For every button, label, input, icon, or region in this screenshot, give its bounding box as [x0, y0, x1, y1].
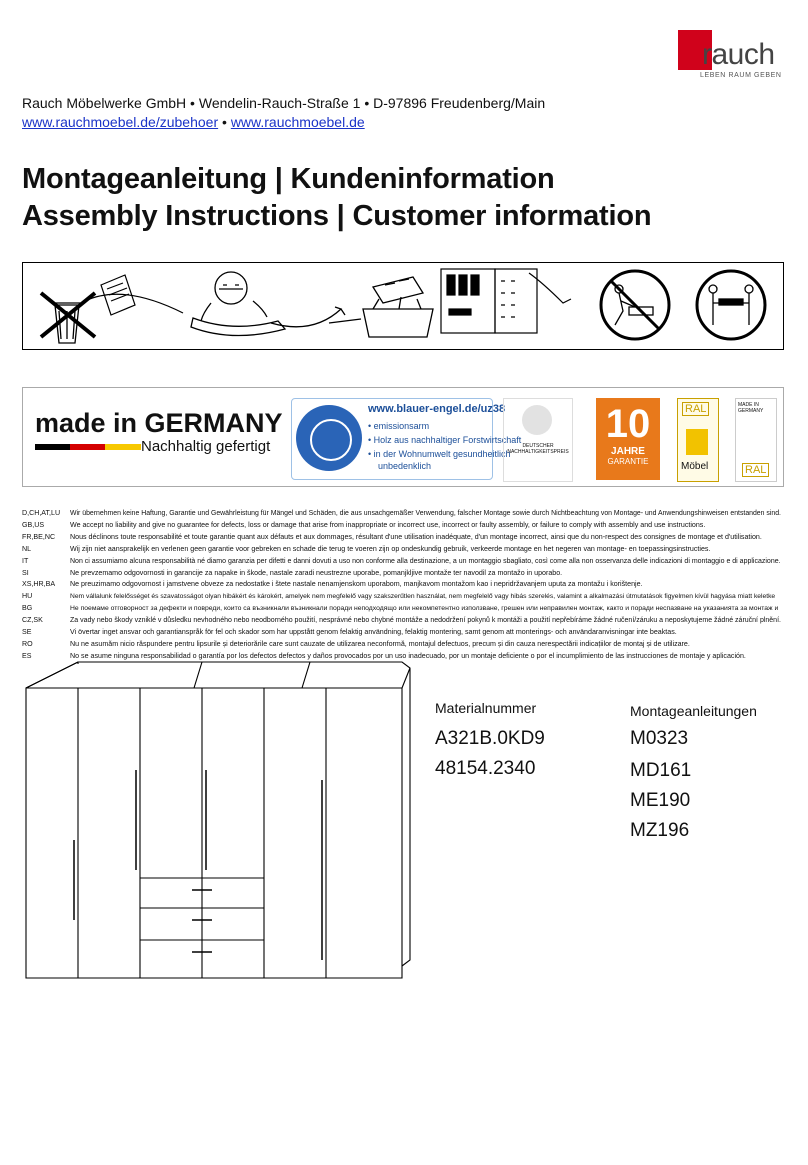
company-address: Rauch Möbelwerke GmbH • Wendelin-Rauch-Straße 1 • D-97896 Freudenberg/Main: [22, 95, 546, 111]
guarantee-label: GARANTIE: [607, 457, 649, 466]
blauer-engel-badge: [291, 398, 522, 480]
blauer-engel-point: • emissionsarm: [368, 421, 430, 431]
rauch-logo: [678, 30, 788, 82]
brand-tagline: LEBEN RAUM GEBEN: [700, 72, 782, 79]
liability-country-code: NL: [22, 544, 32, 553]
ral2-label: RAL: [742, 463, 769, 477]
liability-country-code: ES: [22, 651, 32, 660]
ral2-top-text: MADE IN GERMANY: [738, 402, 764, 414]
liability-text: Non ci assumiamo alcuna responsabilità né diamo garanzia per difetti e danni dovuti a uso non conforme alla destinazione, a un montaggio sbagliato, così come alla non osservanza delle indicazioni di montaggio e di applicazione.: [70, 557, 781, 565]
ral-moebel-badge: [677, 398, 719, 482]
box-bag-icon: [329, 277, 433, 337]
liability-country-code: RO: [22, 639, 33, 648]
liability-country-code: SE: [22, 628, 32, 636]
liability-country-code: D,CH,AT,LU: [22, 509, 61, 517]
liability-country-code: XS,HR,BA: [22, 580, 56, 589]
brand-name: rauch: [702, 38, 775, 71]
certification-badges: [22, 387, 784, 487]
liability-text: Za vady nebo škody vzniklé v důsledku nevhodného nebo neodborného použití, nesprávné nebo chybné montáže a nedodržení pokynů k montáži a použití nepřebíráme žádné ručení/záruku a neposkytujeme žádné záruční plnění.: [70, 617, 781, 625]
company-links: [22, 114, 365, 130]
liability-country-code: GB,US: [22, 520, 45, 529]
wardrobe-line-art: [22, 660, 412, 990]
blauer-engel-point: • in der Wohnumwelt gesundheitlich: [368, 449, 511, 459]
manual-code: ME190: [630, 790, 691, 811]
ral-m-logo-icon: [686, 429, 708, 455]
manuals-label: Montageanleitungen: [630, 703, 757, 719]
blauer-engel-point: • Holz aus nachhaltiger Forstwirtschaft: [368, 435, 522, 445]
award-text: DEUTSCHER NACHHALTIGKEITSPREIS: [507, 443, 569, 455]
manual-code: M0323: [630, 728, 689, 749]
blauer-engel-point: unbedenklich: [378, 461, 432, 471]
liability-text: Ne preuzimamo odgovornost i jamstvene obveze za nedostatke i štete nastale nenamjenskom uporabom, manjkavom montažom kao i nepridržavanjem uputa za montažu i korištenje.: [70, 580, 643, 589]
manual-code: MD161: [630, 760, 692, 781]
made-in-germany-sub: Nachhaltig gefertigt: [141, 438, 271, 455]
liability-text: Wij zijn niet aansprakelijk en verlenen geen garantie voor gebreken en schade die terug te voeren zijn op ondeskundig gebruik, verkeerde montage en het negeren van montage- en toepassingsinstructies.: [70, 544, 711, 553]
german-flag-stripe: [35, 444, 141, 450]
reading-person-icon: [191, 272, 285, 336]
liability-country-code: FR,BE,NC: [22, 532, 56, 541]
ral-made-in-germany-badge: [735, 398, 777, 482]
liability-country-code: SI: [22, 568, 29, 577]
liability-country-code: HU: [22, 592, 33, 601]
website-link[interactable]: www.rauchmoebel.de: [230, 114, 365, 130]
liability-text: No se asume ninguna responsabilidad o garantía por los defectos defectos y daños provocados por un uso inadecuado, por un montaje deficiente o por el incumplimiento de las instrucciones de montaje y aplicación.: [70, 651, 746, 660]
liability-text: We accept no liability and give no guarantee for defects, loss or damage that arise from inappropriate or incorrect use, incorrect or faulty assembly, or failure to comply with assembly and use instructions.: [70, 520, 706, 529]
material-number-label: Materialnummer: [435, 700, 537, 716]
manual-icon: [85, 275, 183, 315]
title-german: Montageanleitung | Kundeninformation: [22, 163, 555, 195]
liability-country-code: IT: [22, 556, 29, 565]
accessories-link[interactable]: www.rauchmoebel.de/zubehoer: [22, 114, 219, 130]
liability-text: Nu ne asumăm nicio răspundere pentru lipsurile și deteriorările care sunt cauzate de utilizarea neconformă, montajul defectuos, precum și din cauza nerespectării indicațiilor de montaj și de utilizare.: [70, 639, 690, 648]
sustainability-award-badge: [503, 398, 573, 482]
instruction-pictograms: [22, 262, 784, 350]
liability-country-code: CZ,SK: [22, 616, 43, 625]
blauer-engel-url: www.blauer-engel.de/uz38: [368, 403, 506, 415]
ral-moebel-label: Möbel: [681, 461, 709, 472]
guarantee-years-number: 10: [605, 402, 651, 446]
guarantee-years-label: JAHRE: [611, 446, 645, 457]
made-in-germany-label: made in GERMANY: [35, 408, 283, 438]
liability-text: Vi övertar inget ansvar och garantianspråk för fel och skador som har uppstått genom felaktig användning, felaktig montering, samt genom att monterings- och användaranvisningar inte beaktas.: [70, 628, 677, 636]
ral-label: RAL: [682, 402, 709, 416]
liability-text: Wir übernehmen keine Haftung, Garantie und Gewährleistung für Mängel und Schäden, die aus unsachgemäßer Verwendung, falscher Montage sowie durch Nichtbeachtung von Montage- und Anwendungshinweisen entstanden sind.: [70, 510, 781, 517]
blauer-engel-seal-icon: [296, 405, 362, 471]
liability-text: Не поемаме отговорност за дефекти и повреди, които са възникнали възникнали поради неподходящо или некомпетентно използване, грешен или неправилен монтаж, както и поради неспазване на указанията за монтаж и: [70, 605, 779, 613]
parts-list-icon: [441, 269, 571, 333]
liability-text: Ne prevzemamo odgovornosti in garancije za napake in škode, nastale zaradi neustrezne uporabe, pomanjkljive montaže ter navodil za montažo in uporabo.: [70, 568, 563, 577]
guarantee-badge: [596, 398, 660, 480]
liability-text: Nem vállalunk felelősséget és szavatosságot olyan hibákért és károkért, amelyek nem megfelelő vagy szakszerűtlen használat, nem megfelelő vagy hibás szerelés, valamint a alkalmazási útmutatások figyelmen kívül hagyása miatt keletke: [70, 593, 776, 601]
pictogram-drawing: [23, 263, 783, 348]
no-bed-assembly-icon: [601, 271, 669, 339]
manual-code: MZ196: [630, 820, 690, 841]
title-english: Assembly Instructions | Customer information: [22, 200, 652, 232]
link-separator: •: [222, 114, 227, 130]
material-number: A321B.0KD9: [435, 728, 545, 749]
material-number: 48154.2340: [435, 758, 536, 779]
liability-text: Nous déclinons toute responsabilité et toute garantie quant aux défauts et aux dommages, résultant d'une utilisation inadéquate, d'un montage incorrect, ainsi que du non-respect des consignes de montage et d'utilisation.: [70, 532, 762, 541]
two-person-assembly-icon: [697, 271, 765, 339]
liability-country-code: BG: [22, 604, 33, 613]
wardrobe-drawing: [22, 660, 412, 990]
award-medal-icon: [522, 405, 552, 435]
